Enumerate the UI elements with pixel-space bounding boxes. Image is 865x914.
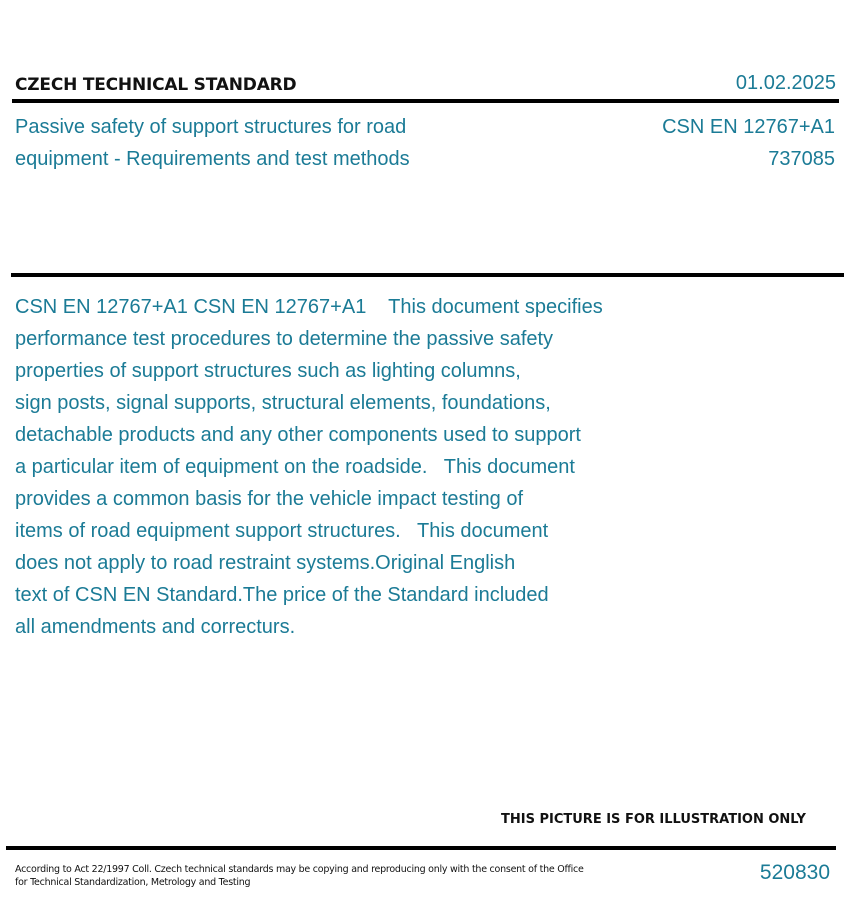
abstract-line: properties of support structures such as lighting columns, [15,360,521,382]
legal-notice-line-1: According to Act 22/1997 Coll. Czech technical standards may be copying and reproducing only with the consent of the Office [15,864,584,875]
illustration-notice: THIS PICTURE IS FOR ILLUSTRATION ONLY [501,812,806,827]
catalog-number: 737085 [768,148,835,170]
footer-divider [6,846,836,850]
abstract-line: does not apply to road restraint systems.Original English [15,552,516,574]
abstract-line: text of CSN EN Standard.The price of the Standard included [15,584,549,606]
abstract-line: all amendments and correcturs. [15,616,296,638]
standard-type-label: CZECH TECHNICAL STANDARD [15,75,297,95]
document-number: 520830 [759,861,830,884]
abstract-line: sign posts, signal supports, structural elements, foundations, [15,392,551,414]
abstract-line: CSN EN 12767+A1 CSN EN 12767+A1 This document specifies [15,296,603,318]
title-divider [11,273,844,277]
abstract-text [15,291,603,643]
abstract-line: a particular item of equipment on the roadside. This document [15,456,575,478]
document-title-line-1: Passive safety of support structures for road [15,116,407,138]
abstract-line: items of road equipment support structures. This document [15,520,549,542]
legal-notice-line-2: for Technical Standardization, Metrology and Testing [15,877,251,888]
abstract-line: detachable products and any other components used to support [15,424,581,446]
abstract-line: performance test procedures to determine the passive safety [15,328,554,350]
standard-designation: CSN EN 12767+A1 [662,116,835,138]
publication-date: 01.02.2025 [735,72,836,94]
header-divider [12,99,839,103]
document-title-line-2: equipment - Requirements and test methods [15,148,410,170]
abstract-line: provides a common basis for the vehicle impact testing of [15,488,524,510]
